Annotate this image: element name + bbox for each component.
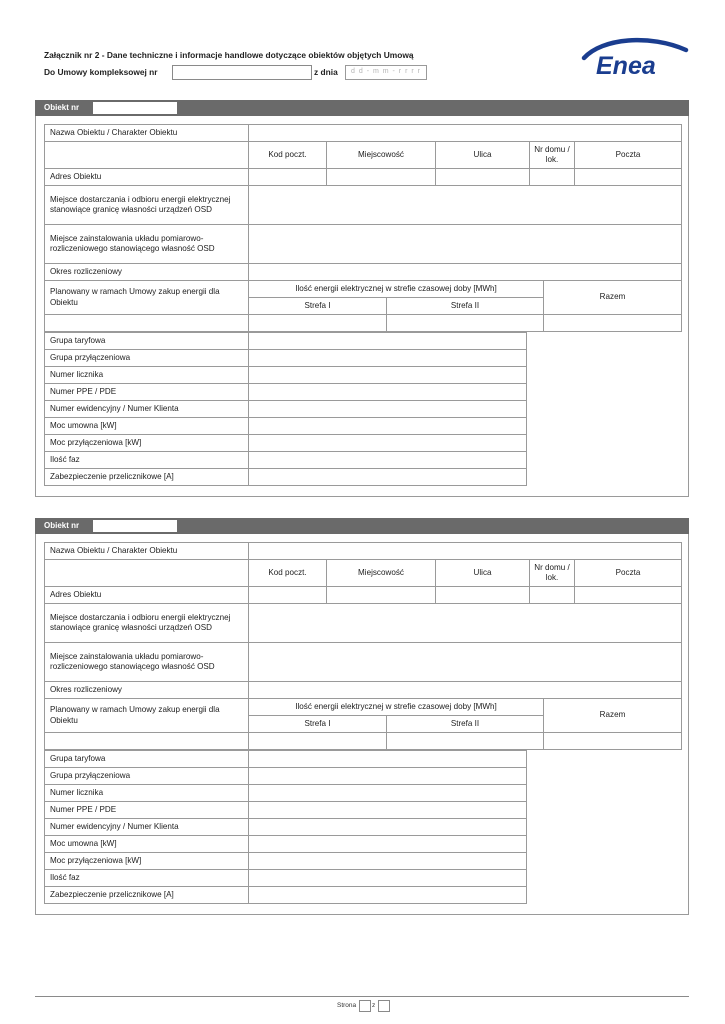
input-poczta[interactable]: [575, 587, 682, 604]
label-miejscowosc: Miejscowość: [327, 560, 436, 587]
object-bar: [35, 518, 689, 534]
input-numer-licznika[interactable]: [249, 785, 527, 802]
label-name: Nazwa Obiektu / Charakter Obiektu: [45, 543, 249, 560]
input-ilosc-faz[interactable]: [249, 870, 527, 887]
label-ilosc-energii: Ilość energii elektrycznej w strefie czasowej doby [MWh]: [249, 699, 544, 716]
input-nr-domu[interactable]: [530, 587, 575, 604]
object-number-label: Obiekt nr: [44, 103, 80, 112]
label-adres: Adres Obiektu: [45, 587, 249, 604]
label-adres: Adres Obiektu: [45, 169, 249, 186]
logo-text: Enea: [596, 52, 656, 78]
date-input[interactable]: d d - m m - r r r r: [345, 65, 427, 80]
input-moc-umowna[interactable]: [249, 836, 527, 853]
input-strefa-1[interactable]: [249, 315, 387, 332]
input-razem[interactable]: [544, 733, 682, 750]
page-of-label: z: [372, 1002, 376, 1009]
object-number-input[interactable]: [93, 102, 177, 114]
label-nr-domu: Nr domu / lok.: [530, 560, 575, 587]
input-name[interactable]: [249, 125, 682, 142]
label-ulica: Ulica: [436, 560, 530, 587]
input-numer-ewidencyjny[interactable]: [249, 819, 527, 836]
label-grupa-taryfowa: Grupa taryfowa: [45, 751, 249, 768]
contract-number-label: Do Umowy kompleksowej nr: [44, 67, 158, 77]
label-moc-przylaczeniowa: Moc przyłączeniowa [kW]: [45, 853, 249, 870]
input-miejscowosc[interactable]: [327, 169, 436, 186]
label-numer-ewidencyjny: Numer ewidencyjny / Numer Klienta: [45, 819, 249, 836]
label-strefa-1: Strefa I: [249, 716, 387, 733]
label-razem: Razem: [544, 281, 682, 315]
label-moc-umowna: Moc umowna [kW]: [45, 418, 249, 435]
input-miejsce-ukladu[interactable]: [249, 225, 682, 264]
object-number-input[interactable]: [93, 520, 177, 532]
input-numer-ppe[interactable]: [249, 802, 527, 819]
blank-cell: [45, 142, 249, 169]
label-grupa-przylaczeniowa: Grupa przyłączeniowa: [45, 350, 249, 367]
label-razem: Razem: [544, 699, 682, 733]
input-grupa-taryfowa[interactable]: [249, 751, 527, 768]
input-numer-licznika[interactable]: [249, 367, 527, 384]
input-kod[interactable]: [249, 169, 327, 186]
label-miejsce-dostarczania: Miejsce dostarczania i odbioru energii elektrycznej stanowiące granicę własności urządzeń OSD: [45, 186, 249, 225]
label-zabezpieczenie: Zabezpieczenie przelicznikowe [A]: [45, 469, 249, 486]
label-zabezpieczenie: Zabezpieczenie przelicznikowe [A]: [45, 887, 249, 904]
input-miejsce-dostarczania[interactable]: [249, 186, 682, 225]
label-ilosc-energii: Ilość energii elektrycznej w strefie czasowej doby [MWh]: [249, 281, 544, 298]
enea-logo: [580, 36, 692, 78]
label-strefa-2: Strefa II: [387, 298, 544, 315]
footer-divider: [35, 996, 689, 997]
input-nr-domu[interactable]: [530, 169, 575, 186]
input-zabezpieczenie[interactable]: [249, 469, 527, 486]
label-grupa-taryfowa: Grupa taryfowa: [45, 333, 249, 350]
label-numer-ewidencyjny: Numer ewidencyjny / Numer Klienta: [45, 401, 249, 418]
input-razem[interactable]: [544, 315, 682, 332]
input-name[interactable]: [249, 543, 682, 560]
label-kod: Kod poczt.: [249, 560, 327, 587]
label-miejsce-dostarczania: Miejsce dostarczania i odbioru energii elektrycznej stanowiące granicę własności urządzeń OSD: [45, 604, 249, 643]
label-nr-domu: Nr domu / lok.: [530, 142, 575, 169]
label-name: Nazwa Obiektu / Charakter Obiektu: [45, 125, 249, 142]
object-number-label: Obiekt nr: [44, 521, 80, 530]
label-miejsce-ukladu: Miejsce zainstalowania układu pomiarowo-rozliczeniowego stanowiącego własność OSD: [45, 225, 249, 264]
technical-table: [44, 332, 527, 486]
label-grupa-przylaczeniowa: Grupa przyłączeniowa: [45, 768, 249, 785]
label-poczta: Poczta: [575, 560, 682, 587]
input-okres[interactable]: [249, 264, 682, 281]
input-moc-przylaczeniowa[interactable]: [249, 853, 527, 870]
blank-cell: [45, 315, 249, 332]
label-okres: Okres rozliczeniowy: [45, 682, 249, 699]
label-planowany: Planowany w ramach Umowy zakup energii dla Obiektu: [45, 699, 249, 733]
object-address-table: [44, 124, 682, 281]
label-moc-umowna: Moc umowna [kW]: [45, 836, 249, 853]
input-poczta[interactable]: [575, 169, 682, 186]
input-kod[interactable]: [249, 587, 327, 604]
label-miejscowosc: Miejscowość: [327, 142, 436, 169]
page-number-input[interactable]: [359, 1000, 371, 1012]
label-ilosc-faz: Ilość faz: [45, 452, 249, 469]
input-grupa-przylaczeniowa[interactable]: [249, 768, 527, 785]
input-ilosc-faz[interactable]: [249, 452, 527, 469]
technical-table: [44, 750, 527, 904]
blank-cell: [45, 733, 249, 750]
input-grupa-taryfowa[interactable]: [249, 333, 527, 350]
energy-table: [44, 698, 682, 750]
label-numer-licznika: Numer licznika: [45, 367, 249, 384]
input-moc-przylaczeniowa[interactable]: [249, 435, 527, 452]
label-numer-ppe: Numer PPE / PDE: [45, 802, 249, 819]
label-ulica: Ulica: [436, 142, 530, 169]
input-numer-ewidencyjny[interactable]: [249, 401, 527, 418]
input-ulica[interactable]: [436, 169, 530, 186]
input-miejsce-ukladu[interactable]: [249, 643, 682, 682]
label-moc-przylaczeniowa: Moc przyłączeniowa [kW]: [45, 435, 249, 452]
label-okres: Okres rozliczeniowy: [45, 264, 249, 281]
contract-number-input[interactable]: [172, 65, 312, 80]
date-label: z dnia: [314, 67, 338, 77]
input-strefa-2[interactable]: [387, 733, 544, 750]
input-zabezpieczenie[interactable]: [249, 887, 527, 904]
input-numer-ppe[interactable]: [249, 384, 527, 401]
energy-table: [44, 280, 682, 332]
blank-cell: [45, 560, 249, 587]
input-moc-umowna[interactable]: [249, 418, 527, 435]
page-total-input[interactable]: [378, 1000, 390, 1012]
label-strefa-1: Strefa I: [249, 298, 387, 315]
label-miejsce-ukladu: Miejsce zainstalowania układu pomiarowo-rozliczeniowego stanowiącego własność OSD: [45, 643, 249, 682]
label-numer-licznika: Numer licznika: [45, 785, 249, 802]
label-poczta: Poczta: [575, 142, 682, 169]
label-numer-ppe: Numer PPE / PDE: [45, 384, 249, 401]
object-address-table: [44, 542, 682, 699]
document-title: Załącznik nr 2 - Dane techniczne i informacje handlowe dotyczące obiektów objętych Umową: [44, 50, 414, 60]
label-ilosc-faz: Ilość faz: [45, 870, 249, 887]
input-strefa-2[interactable]: [387, 315, 544, 332]
input-ulica[interactable]: [436, 587, 530, 604]
label-strefa-2: Strefa II: [387, 716, 544, 733]
input-strefa-1[interactable]: [249, 733, 387, 750]
label-kod: Kod poczt.: [249, 142, 327, 169]
input-miejscowosc[interactable]: [327, 587, 436, 604]
input-miejsce-dostarczania[interactable]: [249, 604, 682, 643]
input-grupa-przylaczeniowa[interactable]: [249, 350, 527, 367]
object-bar: [35, 100, 689, 116]
page-label: Strona: [337, 1002, 357, 1009]
input-okres[interactable]: [249, 682, 682, 699]
label-planowany: Planowany w ramach Umowy zakup energii dla Obiektu: [45, 281, 249, 315]
